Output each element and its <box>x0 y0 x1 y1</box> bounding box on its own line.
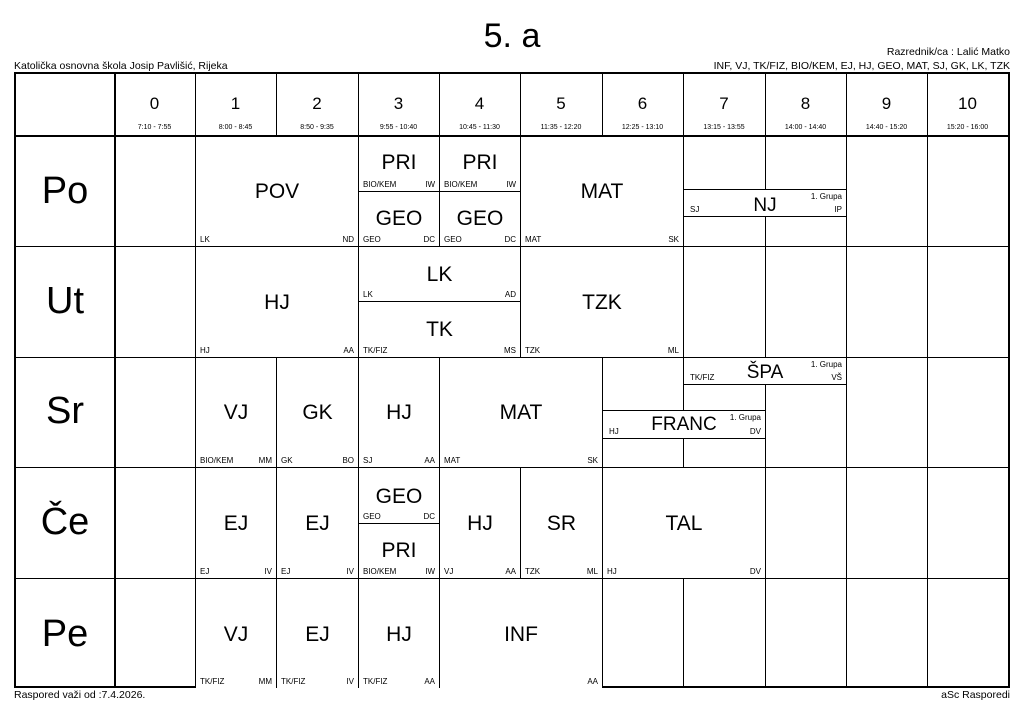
lesson-cell[interactable] <box>358 191 440 247</box>
school-name: Katolička osnovna škola Josip Pavlišić, Rijeka <box>14 60 228 72</box>
lesson-cell[interactable] <box>683 189 847 217</box>
period-time: 7:10 - 7:55 <box>137 124 172 131</box>
lesson-cell[interactable] <box>195 136 359 247</box>
lesson-teacher: DC <box>423 235 435 244</box>
lesson-class: HJ <box>609 427 619 436</box>
lesson-teacher: BO <box>342 456 354 465</box>
lesson-subject: HJ <box>467 512 493 535</box>
period-time: 15:20 - 16:00 <box>946 124 989 131</box>
lesson-subject: VJ <box>223 623 249 646</box>
lesson-class: TK/FIZ <box>690 373 715 382</box>
lesson-cell[interactable] <box>602 410 766 439</box>
lesson-teacher: ND <box>342 235 354 244</box>
period-time: 13:15 - 13:55 <box>703 124 745 131</box>
lesson-class: TZK <box>525 346 541 355</box>
day-label: Ut <box>46 280 84 322</box>
timetable-grid <box>14 72 1010 688</box>
period-time: 12:25 - 13:10 <box>621 124 664 131</box>
valid-from: Raspored važi od :7.4.2026. <box>14 689 146 701</box>
lesson-subject: POV <box>254 180 300 203</box>
period-number: 7 <box>719 94 729 113</box>
lesson-teacher: DC <box>423 512 435 521</box>
lesson-teacher: IV <box>264 567 272 576</box>
lesson-cell[interactable] <box>520 246 684 358</box>
lesson-subject: MAT <box>580 180 624 203</box>
lesson-cell[interactable] <box>439 136 521 192</box>
lesson-teacher: AA <box>343 346 354 355</box>
lesson-class: TK/FIZ <box>363 346 388 355</box>
lesson-subject: PRI <box>381 151 417 174</box>
lesson-teacher: AD <box>504 290 516 299</box>
lesson-class: EJ <box>200 567 210 576</box>
lesson-class: GEO <box>363 235 381 244</box>
lesson-subject: VJ <box>223 401 249 424</box>
lesson-cell[interactable] <box>602 467 766 579</box>
lesson-subject: TAL <box>665 512 703 535</box>
lesson-class: MAT <box>444 456 461 465</box>
lesson-subject: MAT <box>499 401 543 424</box>
lesson-class: GEO <box>363 512 381 521</box>
lesson-cell[interactable] <box>520 136 684 247</box>
lesson-class: HJ <box>200 346 210 355</box>
lesson-cell[interactable] <box>439 191 521 247</box>
lesson-class: VJ <box>444 567 454 576</box>
lesson-class: TK/FIZ <box>281 677 306 686</box>
lesson-teacher: IV <box>346 567 354 576</box>
lesson-cell[interactable] <box>439 357 603 468</box>
lesson-class: GK <box>281 456 293 465</box>
lesson-class: EJ <box>281 567 291 576</box>
lesson-class: GEO <box>444 235 462 244</box>
lesson-cell[interactable] <box>358 301 521 358</box>
lesson-subject: PRI <box>381 539 417 562</box>
lesson-cell[interactable] <box>195 467 277 579</box>
period-time: 8:50 - 9:35 <box>300 124 334 131</box>
lesson-teacher: ML <box>667 346 679 355</box>
lesson-subject: HJ <box>386 401 412 424</box>
period-time: 14:00 - 14:40 <box>784 124 827 131</box>
lesson-class: TK/FIZ <box>363 677 388 686</box>
lesson-subject: EJ <box>305 512 330 535</box>
lesson-class: HJ <box>607 567 617 576</box>
lesson-cell[interactable] <box>358 467 440 524</box>
period-number: 3 <box>393 94 404 113</box>
lesson-subject: HJ <box>264 291 290 314</box>
lesson-teacher: AA <box>424 677 435 686</box>
lesson-subject: ŠPA <box>746 362 784 383</box>
lesson-cell[interactable] <box>195 246 359 358</box>
lesson-cell[interactable] <box>358 523 440 579</box>
subject-list: INF, VJ, TK/FIZ, BIO/KEM, EJ, HJ, GEO, MAT, SJ, GK, LK, TZK <box>713 60 1010 72</box>
period-number: 2 <box>312 94 322 113</box>
lesson-class: BIO/KEM <box>200 456 234 465</box>
class-teacher: Razrednik/ca : Lalić Matko <box>886 46 1010 58</box>
lesson-teacher: AA <box>505 567 516 576</box>
lesson-teacher: AA <box>424 456 435 465</box>
lesson-subject: FRANC <box>651 414 717 435</box>
period-number: 6 <box>637 94 648 113</box>
period-number: 5 <box>556 94 566 113</box>
lesson-cell[interactable] <box>439 467 521 579</box>
lesson-cell[interactable] <box>358 578 440 688</box>
lesson-subject: PRI <box>462 151 498 174</box>
lesson-class: LK <box>200 235 210 244</box>
day-label: Po <box>41 170 89 212</box>
period-number: 8 <box>800 94 811 113</box>
day-label: Če <box>40 501 90 543</box>
lesson-teacher: IV <box>346 677 354 686</box>
period-number: 9 <box>881 94 892 113</box>
lesson-teacher: AA <box>587 677 598 686</box>
lesson-cell[interactable] <box>520 467 603 579</box>
lesson-subject: GK <box>302 401 333 424</box>
lesson-cell[interactable] <box>358 246 521 302</box>
lesson-teacher: VŠ <box>831 373 842 382</box>
lesson-subject: TK <box>426 318 453 341</box>
lesson-teacher: SK <box>587 456 598 465</box>
lesson-class: SJ <box>690 205 700 214</box>
lesson-class: TZK <box>525 567 541 576</box>
lesson-teacher: DV <box>749 427 761 436</box>
lesson-group: 1. Grupa <box>810 192 842 201</box>
lesson-cell[interactable] <box>195 357 277 468</box>
period-time: 9:55 - 10:40 <box>379 124 418 131</box>
lesson-cell[interactable] <box>683 357 847 385</box>
lesson-group: 1. Grupa <box>729 413 761 422</box>
period-number: 4 <box>474 94 485 113</box>
lesson-subject: EJ <box>223 512 249 535</box>
grid-line <box>927 74 928 686</box>
lesson-subject: SR <box>546 512 577 535</box>
day-label: Sr <box>46 390 84 432</box>
grid-line <box>114 74 116 686</box>
lesson-subject: GEO <box>456 207 504 230</box>
period-time: 10:45 - 11:30 <box>459 124 500 131</box>
day-label: Pe <box>41 613 89 655</box>
brand-label: aSc Rasporedi <box>941 689 1010 701</box>
lesson-cell[interactable] <box>358 357 440 468</box>
lesson-cell[interactable] <box>276 578 359 688</box>
lesson-class: TK/FIZ <box>200 677 225 686</box>
lesson-class: BIO/KEM <box>444 180 478 189</box>
period-time: 11:35 - 12:20 <box>540 124 582 131</box>
lesson-subject: NJ <box>753 195 777 216</box>
lesson-teacher: MM <box>258 456 272 465</box>
lesson-subject: LK <box>426 263 453 286</box>
period-time: 8:00 - 8:45 <box>218 124 253 131</box>
lesson-subject: GEO <box>375 207 423 230</box>
lesson-subject: HJ <box>386 623 412 646</box>
lesson-teacher: IW <box>506 180 516 189</box>
lesson-teacher: MS <box>504 346 516 355</box>
lesson-subject: TZK <box>582 291 622 314</box>
page-title: 5. a <box>483 17 541 55</box>
lesson-cell[interactable] <box>195 578 277 688</box>
lesson-subject: EJ <box>305 623 330 646</box>
lesson-teacher: MM <box>258 677 272 686</box>
lesson-teacher: DV <box>749 567 761 576</box>
lesson-teacher: DC <box>504 235 516 244</box>
lesson-class: LK <box>363 290 373 299</box>
lesson-cell[interactable] <box>439 578 603 688</box>
period-number: 10 <box>958 94 977 113</box>
lesson-class: SJ <box>363 456 373 465</box>
lesson-class: BIO/KEM <box>363 567 397 576</box>
period-time: 14:40 - 15:20 <box>865 124 908 131</box>
lesson-subject: INF <box>504 623 538 646</box>
lesson-cell[interactable] <box>358 136 440 192</box>
lesson-teacher: IW <box>425 180 435 189</box>
period-number: 1 <box>230 94 241 113</box>
lesson-group: 1. Grupa <box>810 360 842 369</box>
lesson-cell[interactable] <box>276 467 359 579</box>
period-number: 0 <box>149 94 160 113</box>
lesson-class: BIO/KEM <box>363 180 397 189</box>
lesson-teacher: ML <box>586 567 598 576</box>
lesson-subject: GEO <box>375 485 423 508</box>
lesson-class: MAT <box>525 235 542 244</box>
lesson-cell[interactable] <box>276 357 359 468</box>
lesson-teacher: SK <box>668 235 679 244</box>
lesson-teacher: IW <box>425 567 435 576</box>
lesson-teacher: IP <box>834 205 842 214</box>
